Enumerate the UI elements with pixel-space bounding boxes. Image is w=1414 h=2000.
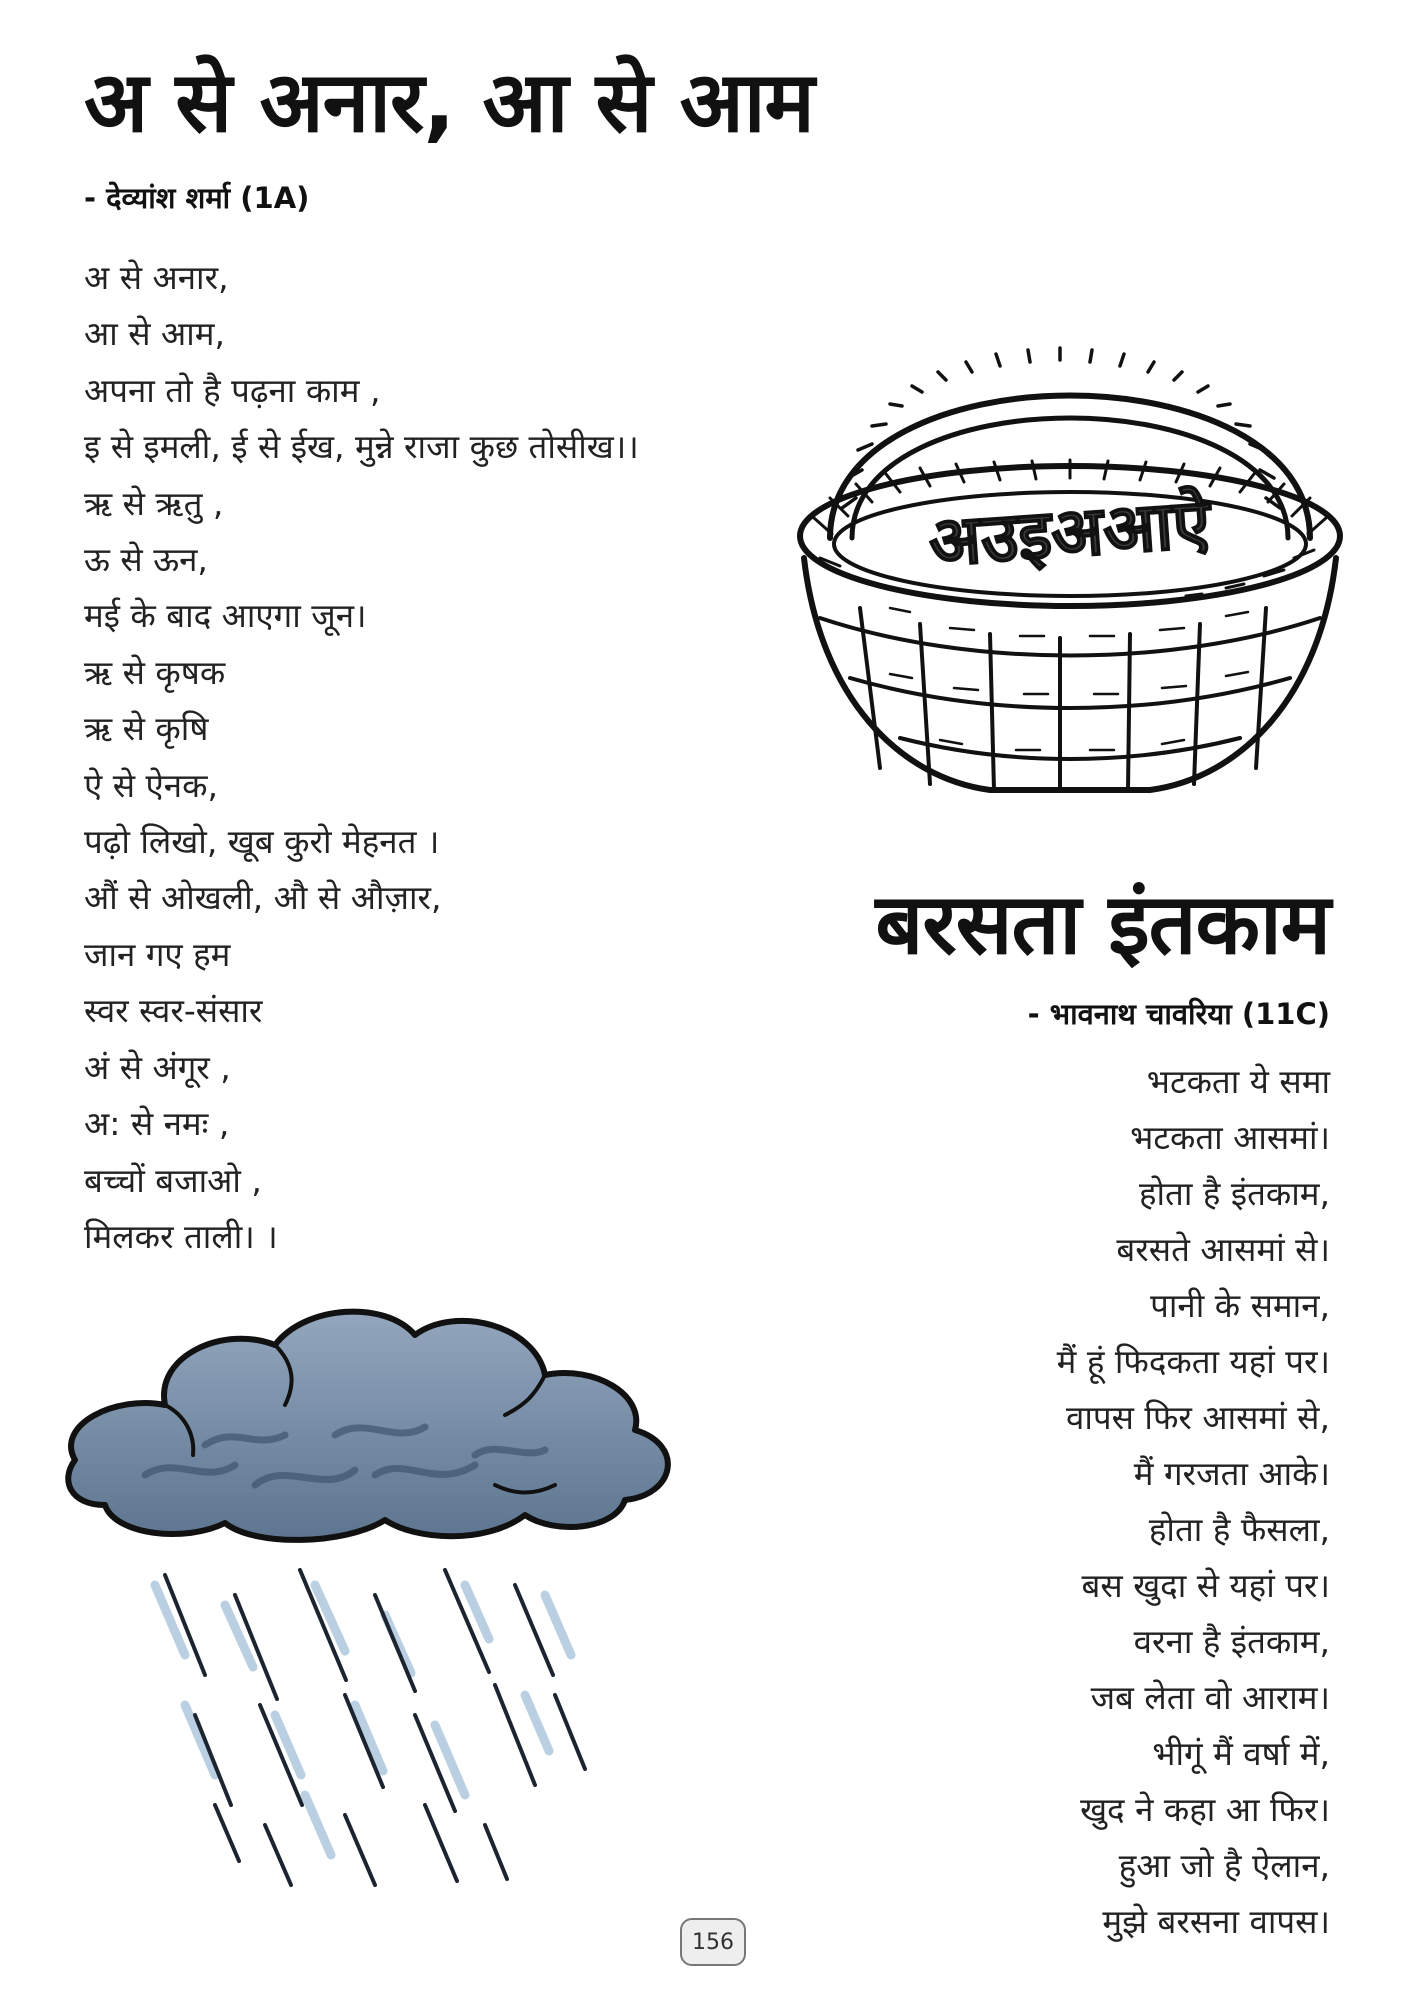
- poem2-line: जब लेता वो आराम।: [1090, 1678, 1330, 1717]
- poem1-author: - देव्यांश शर्मा (1A): [84, 181, 310, 215]
- poem2-line: बरसते आसमां से।: [1116, 1230, 1330, 1269]
- poem2-line: हुआ जो है ऐलान,: [1118, 1846, 1330, 1885]
- poem1-line: ऋ से कृषक: [84, 652, 226, 692]
- poem1-line: जान गए हम: [84, 934, 231, 974]
- poem1-line: स्वर स्वर-संसार: [84, 991, 263, 1031]
- poem2-line: होता है फैसला,: [1148, 1510, 1330, 1549]
- poem2-line: खुद ने कहा आ फिर।: [1080, 1790, 1330, 1829]
- poem2-line: वरना है इंतकाम,: [1133, 1622, 1330, 1661]
- basket-letters: अउइअआऐ: [926, 484, 1213, 583]
- poem1-line: इ से इमली, ई से ईख, मुन्ने राजा कुछ तोसीख।।: [84, 427, 639, 467]
- poem2-author: - भावनाथ चावरिया (11C): [1027, 997, 1330, 1031]
- poem2-line: पानी के समान,: [1150, 1286, 1330, 1325]
- poem1-line: मई के बाद आएगा जून।: [84, 596, 367, 636]
- poem1-line: पढ़ो लिखो, खूब कुरो मेहनत ।: [84, 822, 440, 862]
- rain-cloud-illustration: [55, 1285, 705, 1905]
- poem2-line: मैं हूं फिदकता यहां पर।: [1056, 1342, 1330, 1381]
- poem2-line: भीगूं मैं वर्षा में,: [1152, 1734, 1330, 1773]
- poem1-line: आ से आम,: [84, 314, 225, 354]
- page-number-badge: [680, 1918, 746, 1966]
- poem1-line: अपना तो है पढ़ना काम ,: [84, 370, 381, 410]
- poem1-line: ऐ से ऐनक,: [84, 765, 218, 805]
- poem2-title: बरसता इंतकाम: [875, 875, 1330, 973]
- page-number: 156: [692, 1929, 734, 1955]
- poem1-line: अ से अनार,: [84, 258, 229, 297]
- poem2-line: बस खुदा से यहां पर।: [1081, 1566, 1330, 1605]
- poem2-line: मैं गरजता आके।: [1133, 1454, 1330, 1493]
- poem2-line: वापस फिर आसमां से,: [1065, 1398, 1330, 1437]
- poem1-line: मिलकर ताली। ।: [84, 1216, 278, 1256]
- basket-illustration: [790, 308, 1350, 798]
- poem1-line: अ: से नमः ,: [84, 1104, 230, 1144]
- poem2-body: [770, 1054, 1330, 1950]
- poem1-line: अं से अंगूर ,: [84, 1047, 231, 1087]
- poem2-line: मुझे बरसना वापस।: [1102, 1902, 1330, 1941]
- poem1-line: बच्चों बजाओ ,: [84, 1160, 262, 1200]
- poem2-line: भटकता आसमां।: [1130, 1118, 1330, 1157]
- poem1-title: अ से अनार, आ से आम: [84, 53, 814, 151]
- poem1-body: [84, 250, 724, 1265]
- poem1-line: ऋ से ऋतु ,: [84, 483, 224, 523]
- poem1-line: ऋ से कृषि: [84, 709, 209, 749]
- poem1-line: औं से ओखली, औ से औज़ार,: [84, 878, 442, 918]
- poem1-line: ऊ से ऊन,: [84, 540, 208, 580]
- poem2-line: होता है इंतकाम,: [1138, 1174, 1330, 1213]
- poem2-line: भटकता ये समा: [1146, 1062, 1330, 1101]
